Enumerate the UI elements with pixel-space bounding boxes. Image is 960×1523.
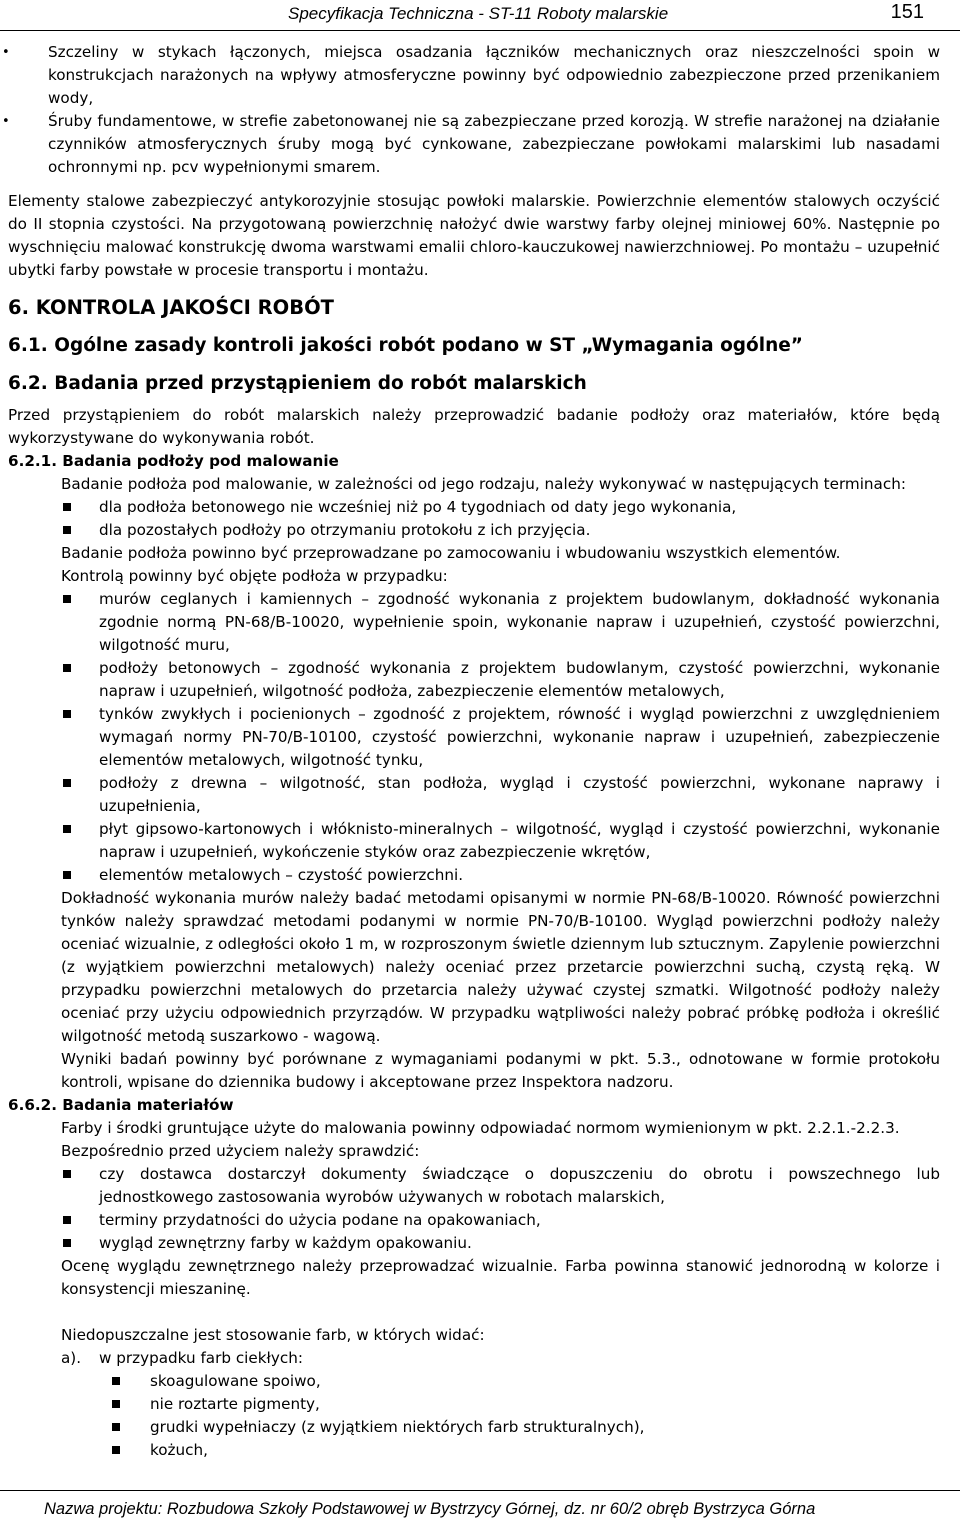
list-item: nie roztarte pigmenty, — [8, 1393, 940, 1416]
list-item: grudki wypełniaczy (z wyjątkiem niektórych farb strukturalnych), — [8, 1416, 940, 1439]
page-number: 151 — [890, 1, 924, 23]
paragraph-6-2-1-after: Badanie podłoża powinno być przeprowadzane po zamocowaniu i wbudowaniu wszystkich elementów. — [61, 544, 841, 562]
header-title: Specyfikacja Techniczna - ST-11 Roboty malarskie — [288, 4, 669, 23]
list-item: tynków zwykłych i pocienionych – zgodność z projektem, równość i wygląd powierzchni z uwzględnieniem wymagań normy PN-70/B-10100, czystość powierzchni, wykonanie napraw i uzupełnień, zabezpieczenie elementów metalowych, wilgotność tynku, — [8, 703, 940, 772]
section-heading-6-2: 6.2. Badania przed przystąpieniem do robót malarskich — [8, 373, 587, 394]
list-item: dla pozostałych podłoży po otrzymaniu protokołu z ich przyjęcia. — [8, 519, 940, 542]
section-heading-6-6-2: 6.6.2. Badania materiałów — [8, 1096, 234, 1114]
list-item: podłoży z drewna – wilgotność, stan podłoża, wygląd i czystość powierzchni, wykonane naprawy i uzupełnienia, — [8, 772, 940, 818]
case-a-text: w przypadku farb ciekłych: — [99, 1349, 303, 1367]
paragraph-6-2-1-results: Wyniki badań powinny być porównane z wymaganiami podanymi w pkt. 5.3., odnotowane w formie protokołu kontroli, wpisane do dziennika budowy i akceptowane przez Inspektora nadzoru. — [61, 1050, 940, 1091]
list-item: płyt gipsowo-kartonowych i włóknisto-mineralnych – wilgotność, wygląd i czystość powierzchni, wykonanie napraw i uzupełnień, wykończenie styków oraz zabezpieczenie wkrętów, — [8, 818, 940, 864]
paragraph-6-2: Przed przystąpieniem do robót malarskich należy przeprowadzić badanie podłoży oraz materiałów, które będą wykorzystywane do wykonywania robót. — [8, 406, 940, 447]
page-header — [0, 0, 960, 31]
bullet-item: • Śruby fundamentowe, w strefie zabetonowanej nie są zabezpieczane przed korozją. W strefie narażonej na działanie czynników atmosferycznych śruby mogą być cynkowane, zabezpieczane powłokami malarskimi lub nasadami ochronnymi np. pcv wypełnionymi smarem. — [8, 110, 940, 179]
section-heading-6-2-1: 6.2.1. Badania podłoży pod malowanie — [8, 452, 339, 470]
list-item: czy dostawca dostarczył dokumenty świadczące o dopuszczeniu do obrotu i powszechnego lub jednostkowego zastosowania wyrobów używanych w robotach malarskich, — [8, 1163, 940, 1209]
bullet-item: • Szczeliny w stykach łączonych, miejsca osadzania łączników mechanicznych oraz nieszczelności spoin w konstrukcjach narażonych na wpływy atmosferyczne powinny być odpowiednio zabezpieczone przed przenikaniem wody, — [8, 41, 940, 110]
list-item: terminy przydatności do użycia podane na opakowaniach, — [8, 1209, 940, 1232]
list-item: skoagulowane spoiwo, — [8, 1370, 940, 1393]
paragraph-6-2-1-intro: Badanie podłoża pod malowanie, w zależności od jego rodzaju, należy wykonywać w następujących terminach: — [61, 475, 906, 493]
paragraph-elementy: Elementy stalowe zabezpieczyć antykorozyjnie stosując powłoki malarskie. Powierzchnie elementów stalowych oczyścić do II stopnia czystości. Na przygotowaną powierzchnię nałożyć dwie warstwy farby olejnej miniowej 60%. Następnie po wyschnięciu malować konstrukcję dwoma warstwami emalii chloro-kauczukowej nawierzchniowej. Po montażu – uzupełnić ubytki farby powstałe w procesie transportu i montażu. — [8, 192, 940, 279]
paragraph-6-6-2-visual: Ocenę wyglądu zewnętrznego należy przeprowadzać wizualnie. Farba powinna stanowić jednorodną w kolorze i konsystencji mieszaninę. — [61, 1257, 940, 1298]
footer-text: Nazwa projektu: Rozbudowa Szkoły Podstawowej w Bystrzycy Górnej, dz. nr 60/2 obręb Bystrzyca Górna — [44, 1500, 816, 1518]
section-heading-6-1: 6.1. Ogólne zasady kontroli jakości robót podano w ST „Wymagania ogólne” — [8, 335, 803, 356]
paragraph-6-6-2: Farby i środki gruntujące użyte do malowania powinny odpowiadać normom wymienionym w pkt. 2.2.1.-2.2.3. — [61, 1119, 900, 1137]
list-item: kożuch, — [8, 1439, 940, 1462]
list-item: elementów metalowych – czystość powierzchni. — [8, 864, 940, 887]
paragraph-unacceptable: Niedopuszczalne jest stosowanie farb, w których widać: — [61, 1326, 485, 1344]
list-item: podłoży betonowych – zgodność wykonania z projektem budowlanym, czystość powierzchni, wykonanie napraw i uzupełnień, wilgotność podłoża, zabezpieczenie elementów metalowych, — [8, 657, 940, 703]
list-item: dla podłoża betonowego nie wcześniej niż po 4 tygodniach od daty jego wykonania, — [8, 496, 940, 519]
case-a — [8, 1347, 940, 1370]
paragraph-6-2-1-control: Kontrolą powinny być objęte podłoża w przypadku: — [61, 567, 448, 585]
list-item: murów ceglanych i kamiennych – zgodność wykonania z projektem budowlanym, dokładność wykonania zgodnie normą PN-68/B-10020, wypełnienie spoin, wykonanie napraw i uzupełnień, czystość powierzchni, wilgotność muru, — [8, 588, 940, 657]
list-item: wygląd zewnętrzny farby w każdym opakowaniu. — [8, 1232, 940, 1255]
page-footer — [0, 1490, 960, 1523]
document-body — [8, 41, 940, 1462]
case-a-label: a). — [61, 1349, 82, 1367]
paragraph-6-6-2-check: Bezpośrednio przed użyciem należy sprawdzić: — [61, 1142, 420, 1160]
section-heading-6: 6. KONTROLA JAKOŚCI ROBÓT — [8, 296, 334, 319]
paragraph-6-2-1-accuracy: Dokładność wykonania murów należy badać metodami opisanymi w normie PN-68/B-10020. Równość powierzchni tynków należy sprawdzać metodami podanymi w normie PN-70/B-10100. Wygląd powierzchni podłoży należy oceniać wizualnie, z odległości około 1 m, w rozproszonym świetle dziennym lub sztucznym. Zapylenie powierzchni (z wyjątkiem powierzchni metalowych) należy oceniać przez przetarcie powierzchni suchą, czystą ręką. W przypadku powierzchni metalowych do przetarcia należy używać czystej szmatki. Wilgotność podłoży należy oceniać przy użyciu odpowiednich przyrządów. W przypadku wątpliwości należy pobrać próbkę podłoża i określić wilgotność metodą suszarkowo - wagową. — [61, 889, 940, 1045]
